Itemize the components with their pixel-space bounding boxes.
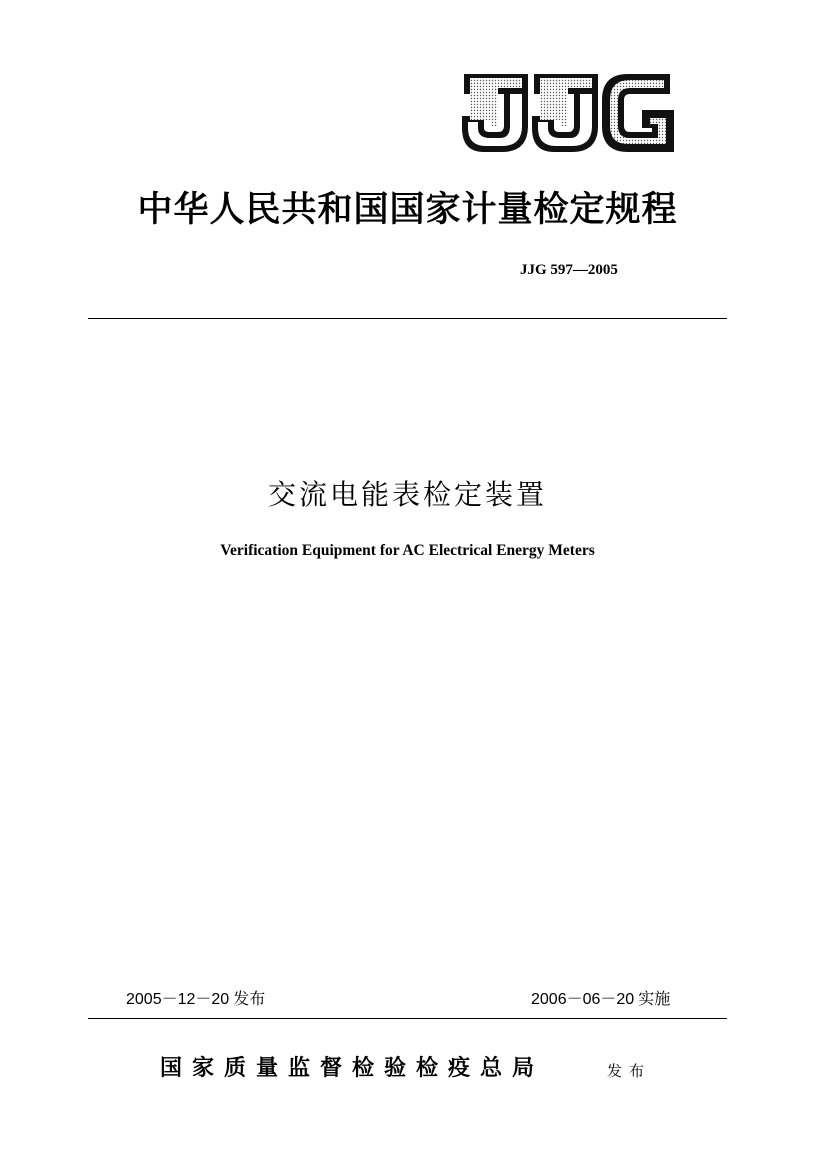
bottom-divider: [88, 1018, 727, 1019]
issue-label: 发布: [233, 989, 266, 1008]
top-divider: [88, 318, 727, 319]
document-title-cn: 交流电能表检定装置: [267, 478, 547, 511]
document-title-en: Verification Equipment for AC Electrical Energy Meters: [220, 542, 595, 559]
regulation-title: 中华人民共和国国家计量检定规程: [137, 189, 678, 230]
issuing-authority: 国家质量监督检验检疫总局: [160, 1055, 545, 1081]
issue-date-line: [126, 989, 265, 1010]
implement-date-line: [531, 989, 670, 1010]
jjg-logo-artwork: [458, 70, 678, 156]
implement-label: 实施: [638, 989, 671, 1008]
issuing-authority-suffix: 发布: [607, 1062, 652, 1080]
regulation-code: JJG 597—2005: [520, 262, 618, 278]
jjg-logo: [458, 70, 678, 156]
issue-date: 2005－12－20: [126, 991, 230, 1008]
implement-date: 2006－06－20: [531, 991, 635, 1008]
